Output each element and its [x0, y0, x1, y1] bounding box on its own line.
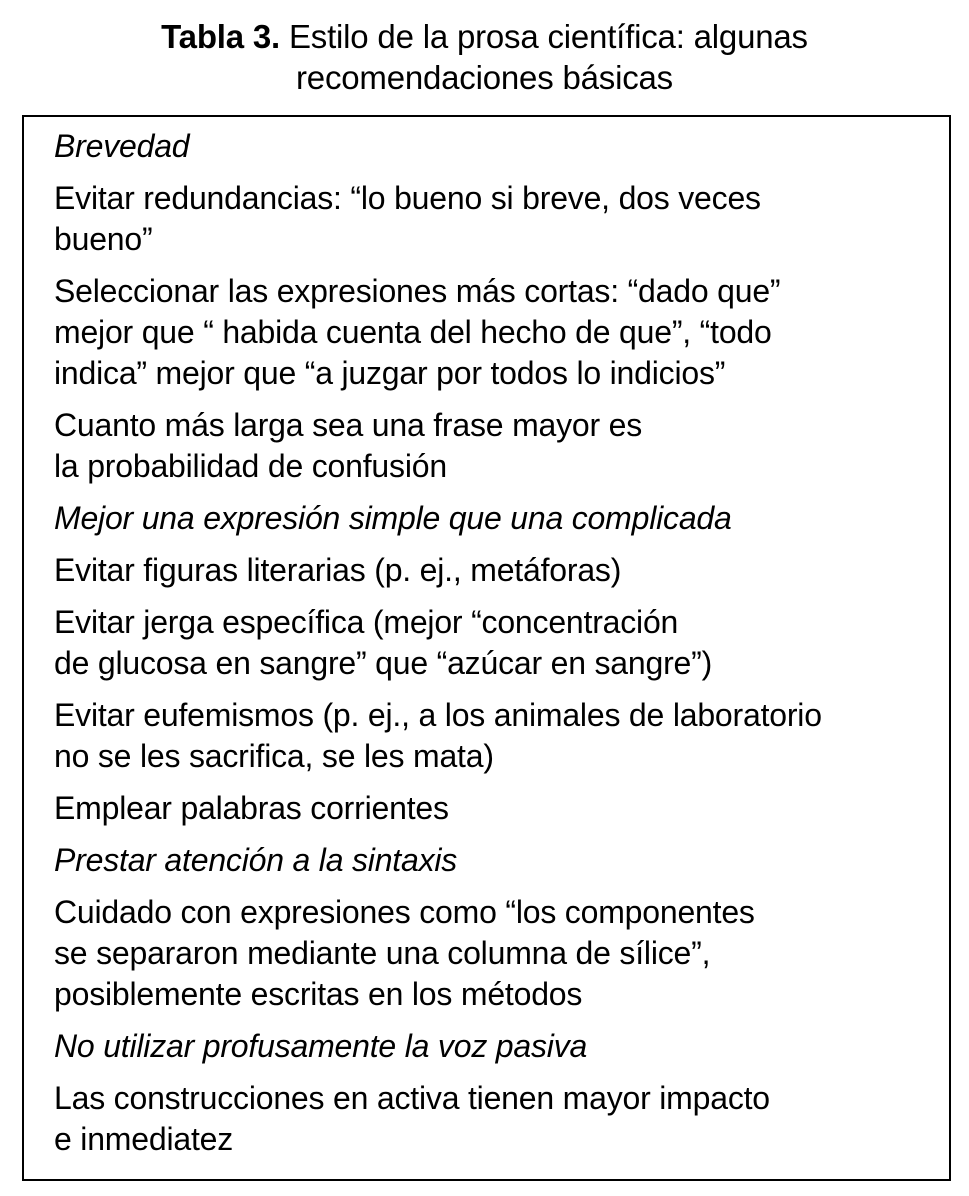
item-text-line: Las construcciones en activa tienen mayor impacto [54, 1080, 770, 1116]
table-caption [0, 16, 969, 98]
recommendations-table [22, 115, 951, 1181]
recommendation-item [54, 405, 944, 487]
section-heading [54, 126, 944, 167]
heading-text: Brevedad [54, 128, 190, 164]
table-title-part-1: Estilo de la prosa científica: algunas [280, 18, 808, 55]
recommendation-item [54, 1078, 944, 1160]
table-label: Tabla 3. [161, 18, 280, 55]
item-text-line: Evitar figuras literarias (p. ej., metáforas) [54, 552, 622, 588]
caption-line-1 [0, 16, 969, 57]
section-heading [54, 840, 944, 881]
item-text-line: Cuidado con expresiones como “los componentes [54, 894, 755, 930]
item-text-line: Cuanto más larga sea una frase mayor es [54, 407, 643, 443]
item-text-line: Seleccionar las expresiones más cortas: “dado que” [54, 273, 781, 309]
recommendation-item [54, 892, 944, 1015]
recommendation-item [54, 788, 944, 829]
recommendation-item [54, 178, 944, 260]
heading-text: Mejor una expresión simple que una complicada [54, 500, 732, 536]
item-text-line: la probabilidad de confusión [54, 448, 447, 484]
item-text-line: de glucosa en sangre” que “azúcar en sangre”) [54, 645, 713, 681]
item-text-line: Evitar jerga específica (mejor “concentración [54, 604, 679, 640]
section-heading [54, 1026, 944, 1067]
recommendation-item [54, 602, 944, 684]
item-text-line: Evitar eufemismos (p. ej., a los animales de laboratorio [54, 697, 822, 733]
table-title-part-2: recomendaciones básicas [296, 59, 673, 96]
item-text-line: bueno” [54, 221, 153, 257]
recommendation-item [54, 695, 944, 777]
item-text-line: Emplear palabras corrientes [54, 790, 449, 826]
recommendation-item [54, 271, 944, 394]
heading-text: Prestar atención a la sintaxis [54, 842, 458, 878]
item-text-line: se separaron mediante una columna de sílice”, [54, 935, 711, 971]
item-text-line: no se les sacrifica, se les mata) [54, 738, 494, 774]
section-heading [54, 498, 944, 539]
item-text-line: indica” mejor que “a juzgar por todos lo indicios” [54, 355, 726, 391]
item-text-line: mejor que “ habida cuenta del hecho de que”, “todo [54, 314, 772, 350]
heading-text: No utilizar profusamente la voz pasiva [54, 1028, 588, 1064]
table-rows [54, 126, 944, 1171]
item-text-line: posiblemente escritas en los métodos [54, 976, 583, 1012]
item-text-line: Evitar redundancias: “lo bueno si breve, dos veces [54, 180, 761, 216]
recommendation-item [54, 550, 944, 591]
item-text-line: e inmediatez [54, 1121, 234, 1157]
